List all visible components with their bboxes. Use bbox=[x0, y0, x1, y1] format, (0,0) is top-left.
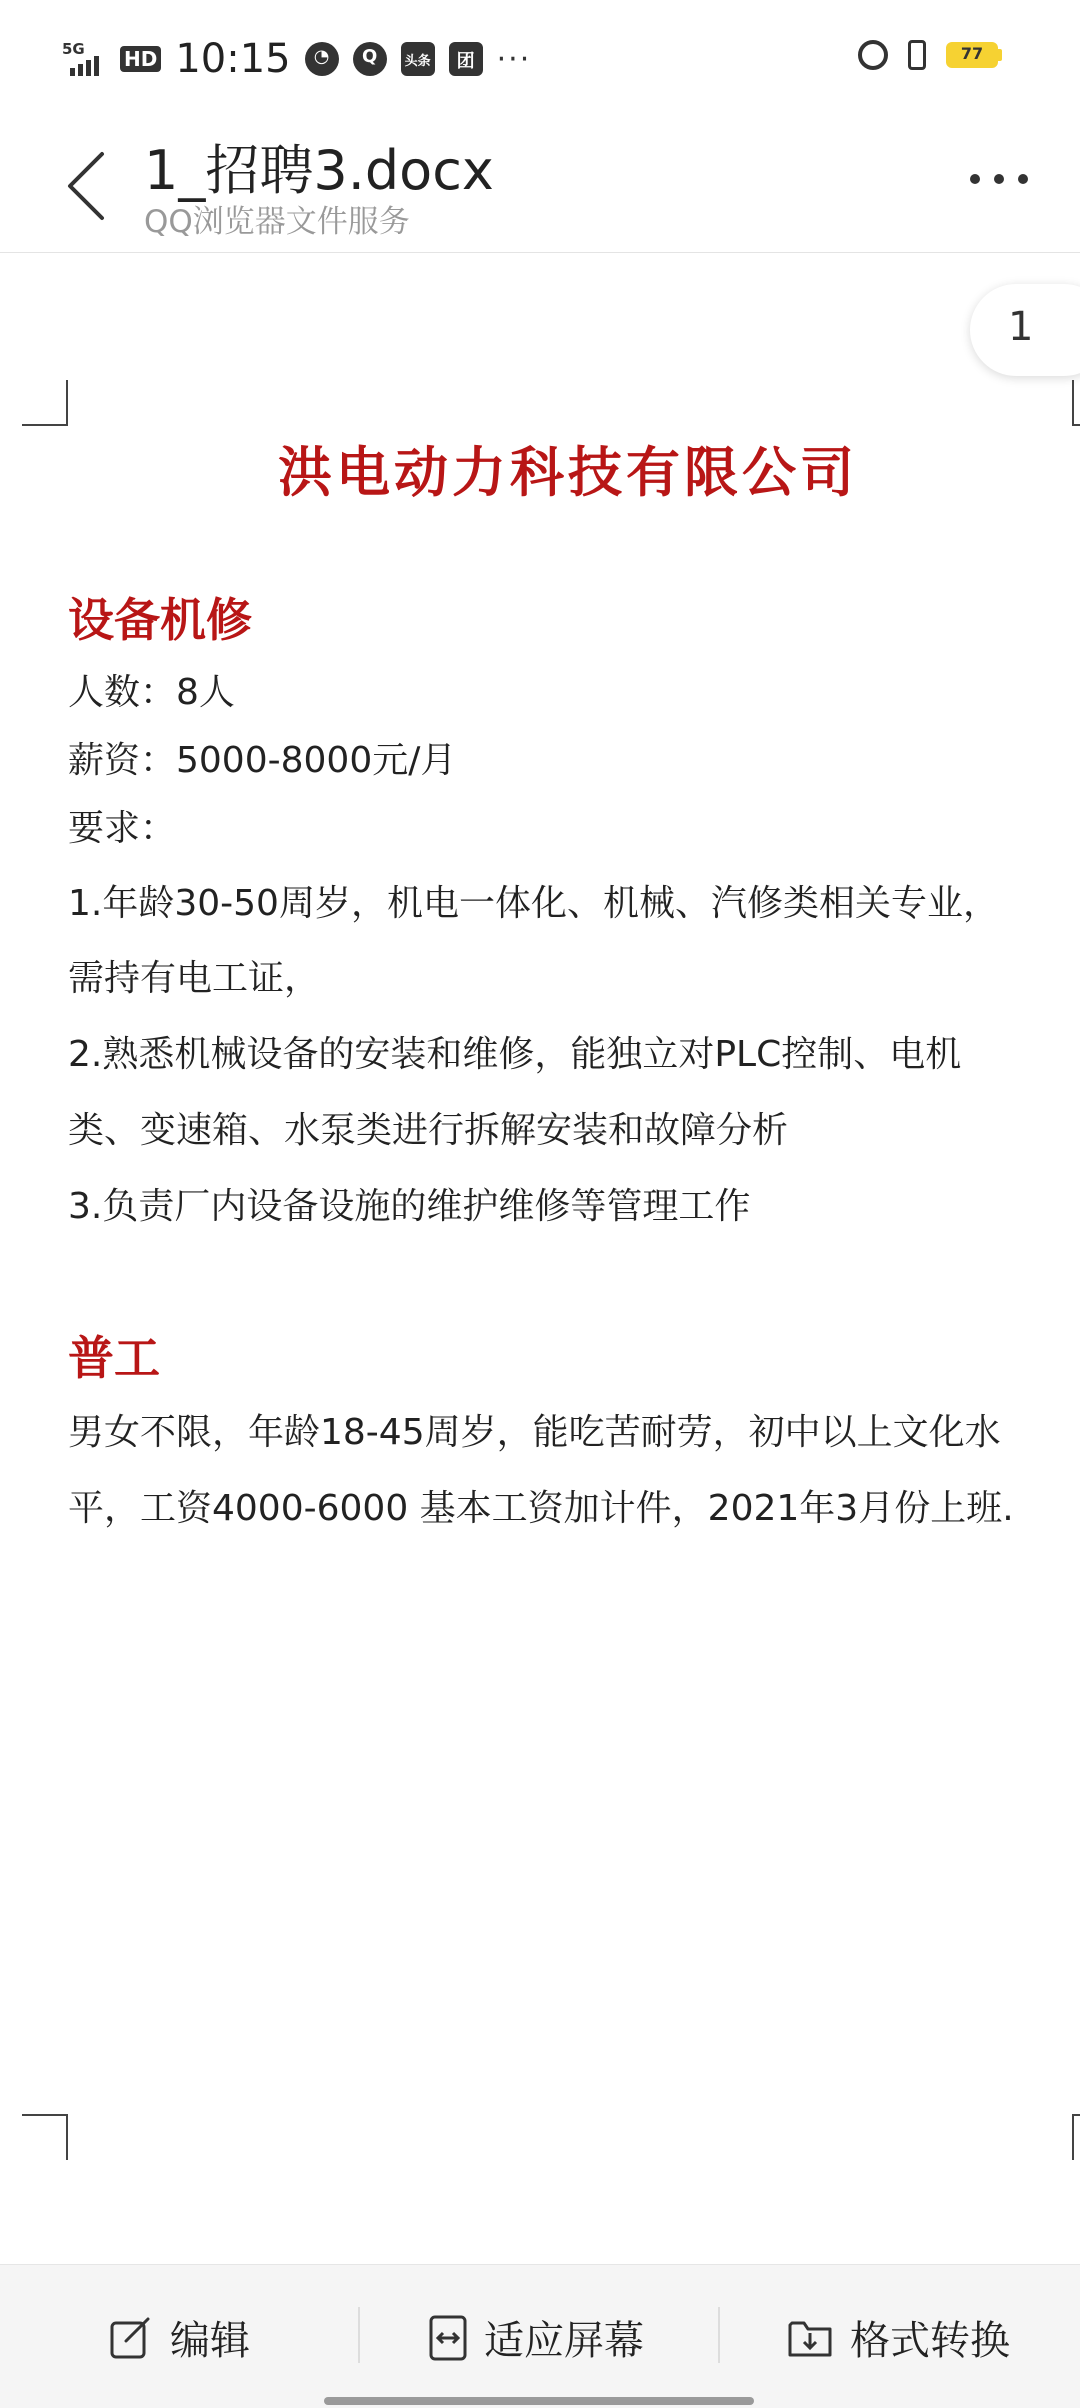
battery-level: 77 bbox=[960, 44, 984, 63]
edit-label: 编辑 bbox=[170, 2318, 250, 2364]
back-button[interactable] bbox=[58, 144, 118, 228]
crop-mark-bottom-right bbox=[1072, 2114, 1080, 2160]
clock-time: 10:15 bbox=[175, 36, 291, 82]
more-dot-icon bbox=[994, 174, 1004, 184]
vibrate-icon bbox=[908, 40, 926, 70]
text-line: 人数：8人 bbox=[68, 672, 235, 713]
bottom-toolbar bbox=[0, 2264, 1080, 2408]
network-label: 5G bbox=[62, 40, 85, 58]
more-dot-icon bbox=[1018, 174, 1028, 184]
qq-browser-icon: Q bbox=[353, 42, 387, 76]
page-number-indicator[interactable] bbox=[970, 284, 1080, 376]
toolbar-divider bbox=[358, 2307, 360, 2363]
page-number: 1 bbox=[1008, 304, 1034, 350]
text-line: 1.年龄30-50周岁，机电一体化、机械、汽修类相关专业， bbox=[68, 883, 999, 924]
crop-mark-top-right bbox=[1072, 380, 1080, 426]
toutiao-icon: 头条 bbox=[401, 42, 435, 76]
folder-download-icon bbox=[786, 2315, 834, 2361]
hd-badge: HD bbox=[120, 46, 161, 72]
gesture-bar[interactable] bbox=[324, 2397, 754, 2405]
text-line: 薪资：5000-8000元/月 bbox=[68, 740, 457, 781]
text-line: 要求： bbox=[68, 808, 177, 849]
text-line: 需持有电工证， bbox=[68, 958, 321, 999]
format-convert-label: 格式转换 bbox=[850, 2318, 1010, 2364]
section-title-repair: 设备机修 bbox=[68, 593, 252, 647]
text-line: 平，工资4000-6000 基本工资加计件，2021年3月份上班. bbox=[68, 1488, 1014, 1529]
status-bar-left bbox=[62, 36, 531, 82]
format-convert-button[interactable] bbox=[786, 2309, 1010, 2366]
fit-screen-label: 适应屏幕 bbox=[484, 2318, 644, 2364]
text-line: 类、变速箱、水泵类进行拆解安装和故障分析 bbox=[68, 1110, 789, 1151]
back-arrow-icon bbox=[58, 144, 118, 228]
more-menu-button[interactable] bbox=[970, 174, 1028, 184]
edit-icon bbox=[108, 2315, 154, 2361]
status-bar-right bbox=[858, 40, 1002, 70]
text-line: 男女不限，年龄18-45周岁，能吃苦耐劳，初中以上文化水 bbox=[68, 1412, 1001, 1453]
speedometer-icon: ◔ bbox=[305, 42, 339, 76]
more-dot-icon bbox=[970, 174, 980, 184]
tuan-app-icon: 团 bbox=[449, 42, 483, 76]
battery-icon bbox=[946, 42, 1002, 68]
toolbar-divider bbox=[718, 2307, 720, 2363]
text-line: 2.熟悉机械设备的安装和维修，能独立对PLC控制、电机 bbox=[68, 1034, 962, 1075]
more-notifications-icon: ··· bbox=[496, 41, 532, 77]
crop-mark-bottom-left bbox=[22, 2114, 68, 2160]
fit-screen-button[interactable] bbox=[428, 2309, 644, 2366]
status-bar bbox=[0, 0, 1080, 110]
signal-icon bbox=[62, 42, 106, 76]
title-bar bbox=[0, 120, 1080, 253]
crop-mark-top-left bbox=[22, 380, 68, 426]
document-title: 1_招聘3.docx bbox=[144, 139, 494, 202]
document-subtitle: QQ浏览器文件服务 bbox=[144, 204, 410, 240]
edit-button[interactable] bbox=[108, 2309, 250, 2366]
company-name: 洪电动力科技有限公司 bbox=[278, 441, 858, 504]
section-title-general-worker: 普工 bbox=[68, 1331, 160, 1385]
fit-screen-icon bbox=[428, 2314, 468, 2362]
alarm-icon bbox=[858, 40, 888, 70]
text-line: 3.负责厂内设备设施的维护维修等管理工作 bbox=[68, 1186, 751, 1227]
